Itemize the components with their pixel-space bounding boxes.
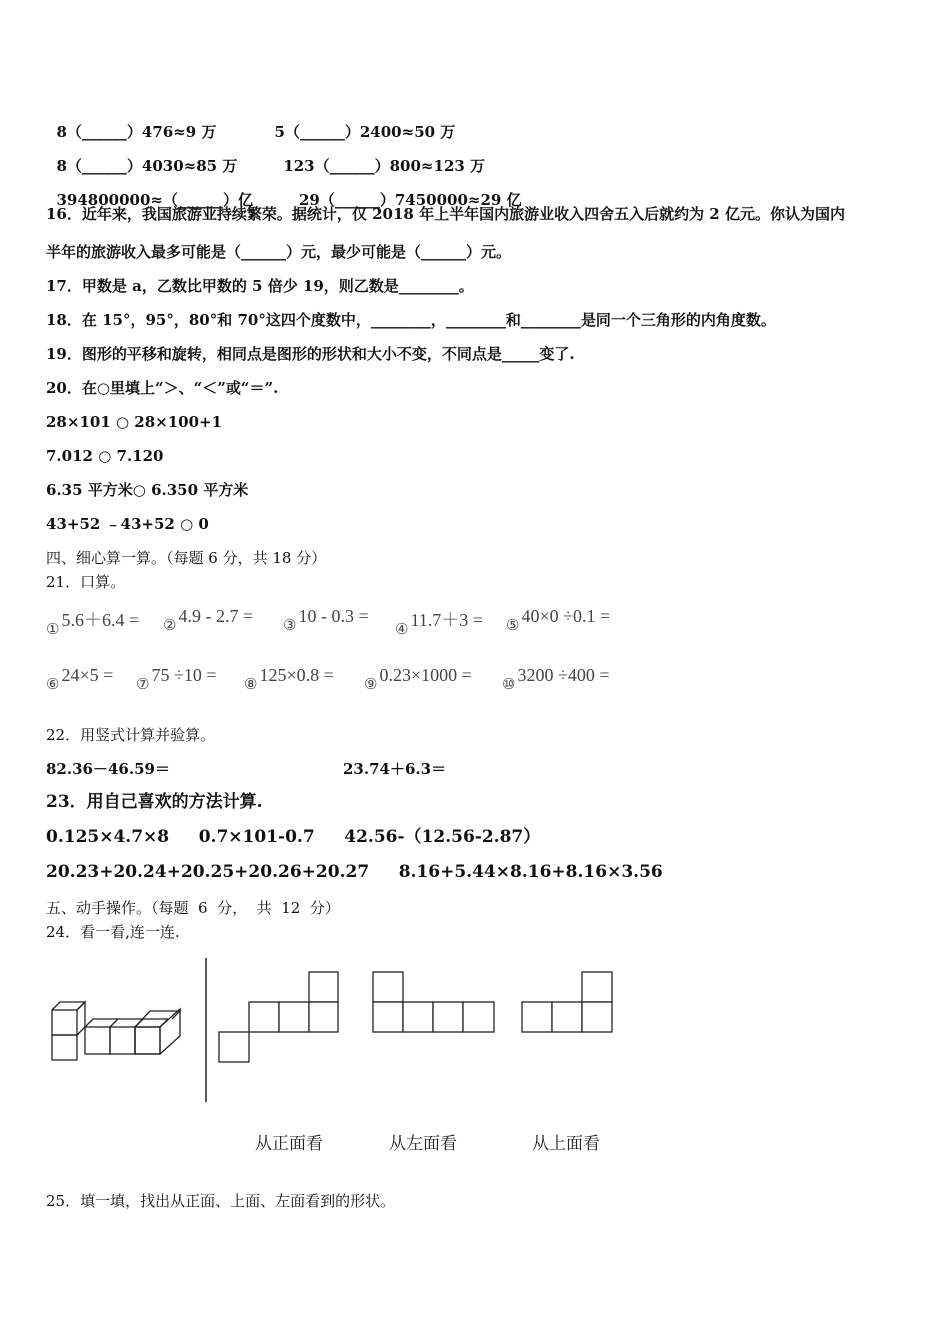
- calc-num: ④: [395, 622, 409, 638]
- calc-num: ①: [46, 622, 60, 638]
- q20-item-2: 7.012 ○ 7.120: [46, 447, 164, 465]
- caption-left-view: 从左面看: [389, 1134, 457, 1154]
- calc-item: [46, 665, 113, 694]
- calc-item: [395, 606, 483, 639]
- q24-title: 24．看一看,连一连.: [46, 923, 180, 941]
- calc-item: [136, 665, 216, 694]
- vertical-divider: [204, 958, 208, 1103]
- calc-num: ⑥: [46, 677, 60, 693]
- view-shape-1: [218, 971, 340, 1064]
- cube-row-bottom: [85, 1019, 168, 1054]
- calc-num: ③: [283, 618, 297, 634]
- calc-item: [163, 606, 253, 635]
- q20-title: 20．在○里填上“＞、“＜”或“＝”.: [46, 379, 279, 397]
- calc-num: ⑤: [506, 618, 520, 634]
- calc-num: ②: [163, 618, 177, 634]
- q25: 25．填一填，找出从正面、上面、左面看到的形状。: [46, 1192, 396, 1210]
- calc-expr: 24×5 =: [61, 665, 114, 685]
- q22-title: 22．用竖式计算并验算。: [46, 726, 216, 744]
- calc-num: ⑩: [502, 677, 516, 693]
- section-5-heading: 五、动手操作。（每题 6 分， 共 12 分）: [46, 899, 340, 917]
- calc-expr: 75 ÷10 =: [151, 665, 217, 685]
- section-4-heading: 四、细心算一算。（每题 6 分，共 18 分）: [46, 549, 327, 567]
- calc-item: [46, 606, 139, 639]
- q16-line2: 半年的旅游收入最多可能是（______）元，最少可能是（______）元。: [46, 243, 512, 261]
- calc-item: [502, 665, 609, 694]
- fill-3a: 394800000≈（______）亿: [56, 191, 253, 209]
- caption-front-view: 从正面看: [255, 1134, 323, 1154]
- calc-expr: 3200 ÷400 =: [517, 665, 610, 685]
- fill-2b: 123（______）800≈123 万: [283, 157, 486, 175]
- view-shape-3: [521, 971, 615, 1034]
- q23-title: 23．用自己喜欢的方法计算.: [46, 792, 263, 812]
- cube-right-end: [135, 1009, 180, 1054]
- calc-item: [283, 606, 369, 635]
- calc-expr: 5.6＋6.4 =: [61, 610, 140, 630]
- calc-item: [364, 665, 472, 694]
- q20-item-4: 43+52 ﹣43+52 ○ 0: [46, 515, 209, 533]
- calc-expr: 11.7＋3 =: [410, 610, 483, 630]
- calc-expr: 4.9 - 2.7 =: [178, 606, 254, 626]
- calc-expr: 125×0.8 =: [259, 665, 334, 685]
- fill-1a: 8（______）476≈9 万: [56, 123, 217, 141]
- fill-3b: 29（______）7450000≈29 亿: [298, 191, 522, 209]
- calc-num: ⑧: [244, 677, 258, 693]
- q17: 17．甲数是 a，乙数比甲数的 5 倍少 19，则乙数是________。: [46, 277, 474, 295]
- q20-item-3: 6.35 平方米○ 6.350 平方米: [46, 481, 249, 499]
- q20-item-1: 28×101 ○ 28×100+1: [46, 413, 223, 431]
- calc-item: [506, 606, 610, 635]
- calc-num: ⑨: [364, 677, 378, 693]
- q21-title: 21．口算。: [46, 573, 126, 591]
- calc-num: ⑦: [136, 677, 150, 693]
- q23-row-2: 20.23+20.24+20.25+20.26+20.27 8.16+5.44×8.16+8.16×3.56: [46, 862, 663, 882]
- fill-2a: 8（______）4030≈85 万: [56, 157, 238, 175]
- calc-item: [244, 665, 334, 694]
- q19: 19．图形的平移和旋转，相同点是图形的形状和大小不变，不同点是_____变了.: [46, 345, 575, 363]
- fill-1b: 5（______）2400≈50 万: [274, 123, 456, 141]
- calc-expr: 0.23×1000 =: [379, 665, 472, 685]
- cube-arrangement-figure: [44, 995, 189, 1067]
- q23-row-1: 0.125×4.7×8 0.7×101-0.7 42.56-（12.56-2.87）: [46, 827, 541, 847]
- cube-stack-left: [52, 1002, 85, 1060]
- calc-expr: 40×0 ÷0.1 =: [521, 606, 611, 626]
- q16-line1: 16．近年来，我国旅游业持续繁荣。据统计，仅 2018 年上半年国内旅游业收入四舍五入后就约为 2 亿元。你认为国内: [46, 205, 845, 223]
- q22-item-a: 82.36－46.59＝: [46, 760, 170, 778]
- q22-item-b: 23.74＋6.3＝: [343, 760, 447, 778]
- view-shape-2: [372, 971, 496, 1034]
- caption-top-view: 从上面看: [532, 1134, 600, 1154]
- calc-expr: 10 - 0.3 =: [298, 606, 369, 626]
- q18: 18．在 15°，95°，80°和 70°这四个度数中，________，________和________是同一个三角形的内角度数。: [46, 311, 776, 329]
